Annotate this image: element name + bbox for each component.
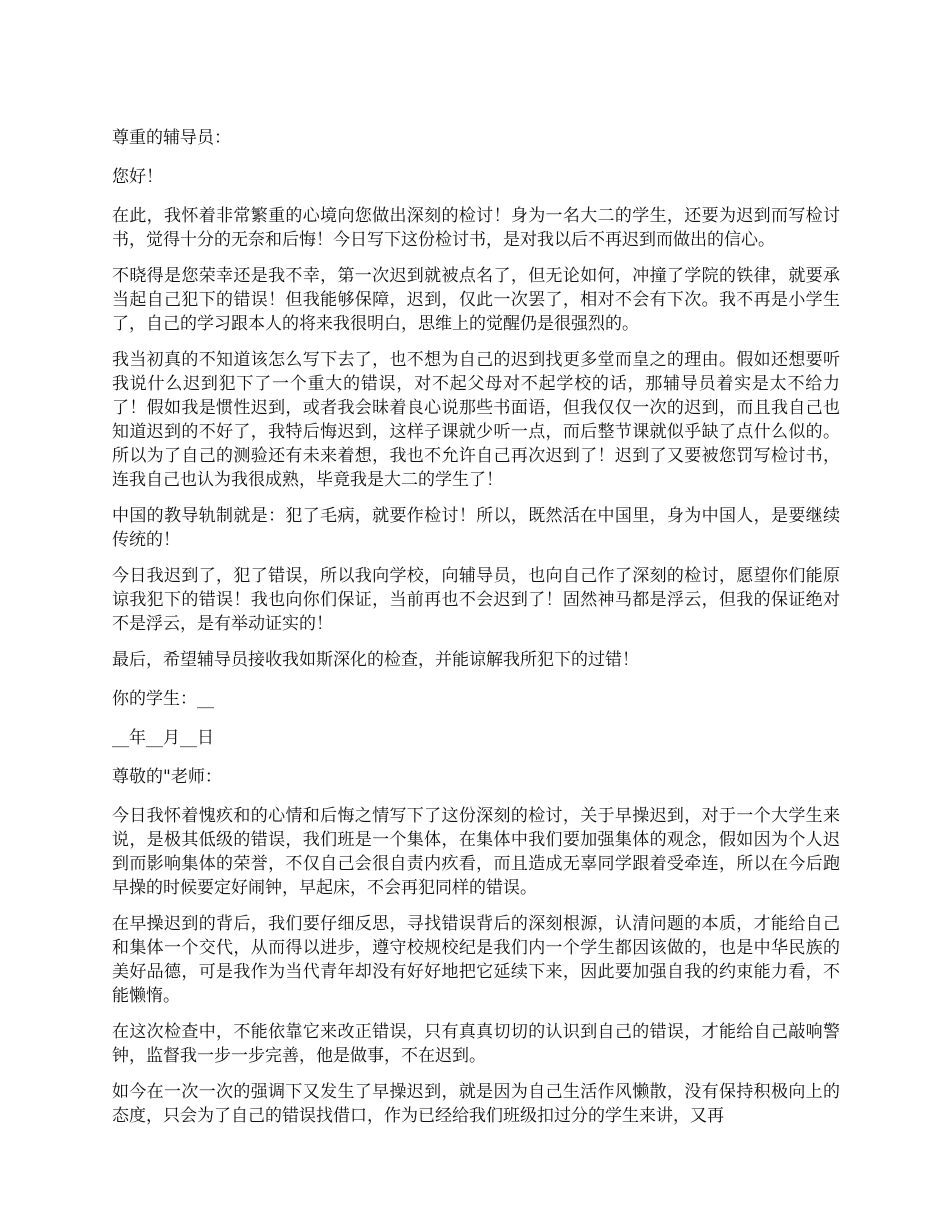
salutation: 尊敬的"老师：: [112, 767, 222, 787]
body-paragraph: 最后，希望辅导员接收我如斯深化的检查，并能谅解我所犯下的过错！: [112, 650, 639, 670]
signature-line: 你的学生：__: [112, 689, 214, 709]
body-paragraph: 今日我迟到了，犯了错误，所以我向学校，向辅导员，也向自己作了深刻的检讨，愿望你们能原谅我犯下的错误！我也向你们保证，当前再也不会迟到了！固然神马都是浮云，但我的保证绝对不是浮云，是有举动证实的！: [112, 566, 840, 634]
date-line: __年__月__日: [112, 728, 214, 748]
body-paragraph: 在此，我怀着非常繁重的心境向您做出深刻的检讨！身为一名大二的学生，还要为迟到而写检讨书，觉得十分的无奈和后悔！今日写下这份检讨书，是对我以后不再迟到而做出的信心。: [112, 206, 840, 250]
body-paragraph: 在这次检查中，不能依靠它来改正错误，只有真真切切的认识到自己的错误，才能给自己敲响警钟，监督我一步一步完善，他是做事，不在迟到。: [112, 1022, 840, 1066]
body-paragraph: 不晓得是您荣幸还是我不幸，第一次迟到就被点名了，但无论如何，冲撞了学院的铁律，就要承当起自己犯下的错误！但我能够保障，迟到，仅此一次罢了，相对不会有下次。我不再是小学生了，自己的学习跟本人的将来我很明白，思维上的觉醒仍是很强烈的。: [112, 266, 840, 334]
document-page: [112, 126, 840, 1140]
body-paragraph: 中国的教导轨制就是：犯了毛病，就要作检讨！所以，既然活在中国里，身为中国人，是要继续传统的！: [112, 506, 840, 550]
salutation: 尊重的辅导员：: [112, 128, 231, 148]
body-paragraph: 如今在一次一次的强调下又发生了早操迟到，就是因为自己生活作风懒散，没有保持积极向上的态度，只会为了自己的错误找借口，作为已经给我们班级扣过分的学生来讲，又再: [112, 1082, 840, 1126]
body-paragraph: 在早操迟到的背后，我们要仔细反思，寻找错误背后的深刻根源，认清问题的本质，才能给自己和集体一个交代，从而得以进步，遵守校规校纪是我们内一个学生都因该做的，也是中华民族的美好品德，可是我作为当代青年却没有好好地把它延续下来，因此要加强自我的约束能力看，不能懒惰。: [112, 914, 840, 1006]
body-paragraph: 我当初真的不知道该怎么写下去了，也不想为自己的迟到找更多堂而皇之的理由。假如还想要听我说什么迟到犯下了一个重大的错误，对不起父母对不起学校的话，那辅导员着实是太不给力了！假如我是惯性迟到，或者我会昧着良心说那些书面语，但我仅仅一次的迟到，而且我自己也知道迟到的不好了，我特后悔迟到，这样子课就少听一点，而后整节课就似乎缺了点什么似的。所以为了自己的测验还有未来着想，我也不允许自己再次迟到了！迟到了又要被您罚写检讨书，连我自己也认为我很成熟，毕竟我是大二的学生了！: [112, 350, 840, 490]
greeting: 您好！: [112, 167, 163, 187]
body-paragraph: 今日我怀着愧疚和的心情和后悔之情写下了这份深刻的检讨，关于早操迟到，对于一个大学生来说，是极其低级的错误，我们班是一个集体，在集体中我们要加强集体的观念，假如因为个人迟到而影响集体的荣誉，不仅自己会很自责内疚看，而且造成无辜同学跟着受牵连，所以在今后跑早操的时候要定好闹钟，早起床，不会再犯同样的错误。: [112, 806, 840, 898]
